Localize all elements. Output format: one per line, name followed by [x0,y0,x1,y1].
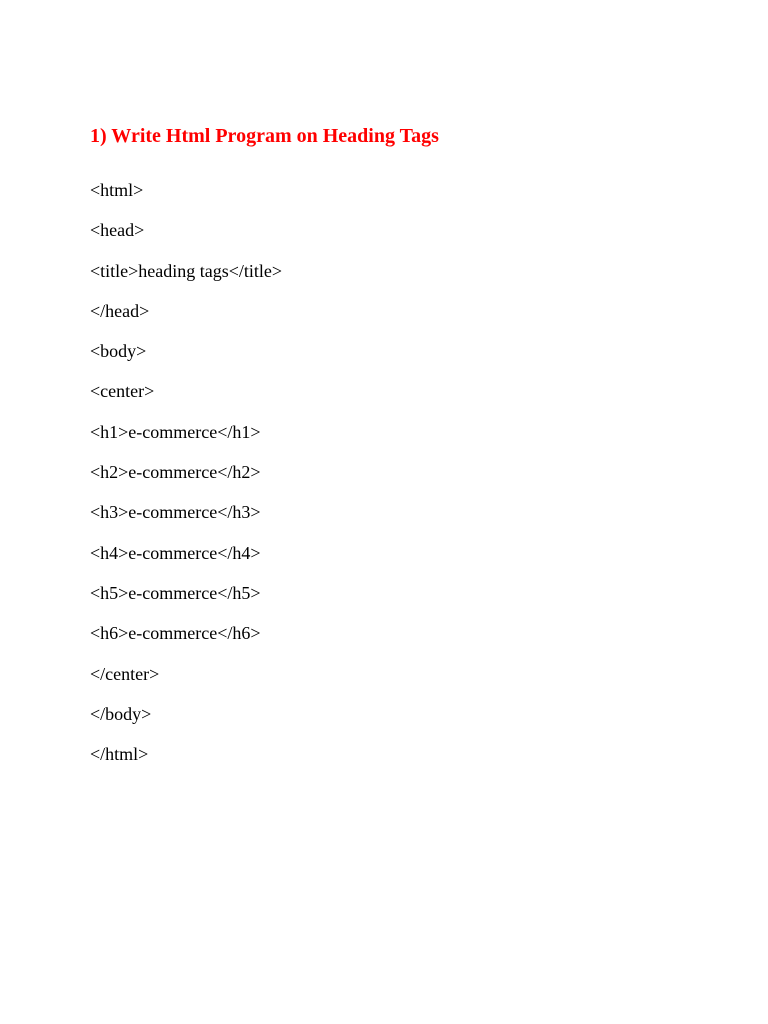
code-line: <head> [90,220,145,241]
code-line: <h2>e-commerce</h2> [90,462,261,483]
code-line: <h4>e-commerce</h4> [90,542,261,563]
code-line: <html> [90,180,144,200]
code-line: <body> [90,341,147,362]
code-line: </html> [90,744,149,765]
code-line: </head> [90,300,150,321]
code-line: <h3>e-commerce</h3> [90,502,261,523]
code-line: </body> [90,703,152,724]
code-line: <h6>e-commerce</h6> [90,623,261,644]
code-line: <center> [90,381,155,402]
code-line: <h5>e-commerce</h5> [90,582,261,603]
code-line: </center> [90,663,160,684]
code-listing [90,178,282,782]
program-heading: 1) Write Html Program on Heading Tags [90,125,439,147]
code-line: <title>heading tags</title> [90,260,283,281]
code-line: <h1>e-commerce</h1> [90,421,261,442]
